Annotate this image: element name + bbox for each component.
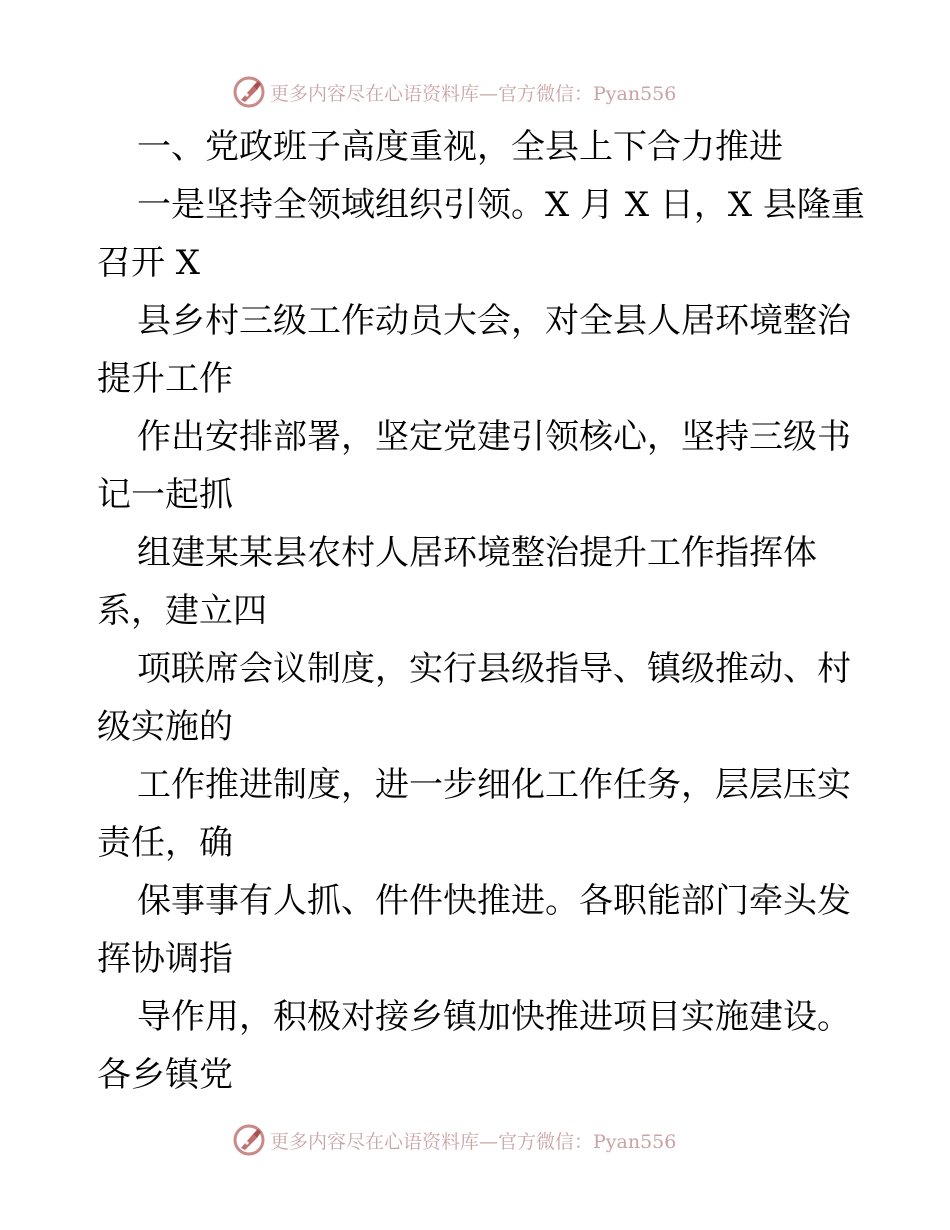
watermark-text: 更多内容尽在心语资料库—官方微信：Pyan556 xyxy=(270,1130,677,1153)
text-line: 组建某某县农村人居环境整治提升工作指挥体 xyxy=(137,533,817,573)
text-line: 级实施的 xyxy=(97,707,233,747)
text-line: 保事事有人抓、件件快推进。各职能部门牵头发 xyxy=(137,881,851,921)
text-line: 各乡镇党 xyxy=(97,1055,233,1095)
text-line: 作出安排部署，坚定党建引领核心，坚持三级书 xyxy=(137,417,851,457)
pen-nib-logo-icon xyxy=(232,1123,266,1157)
footer-watermark xyxy=(232,1120,676,1160)
text-line: 导作用，积极对接乡镇加快推进项目实施建设。 xyxy=(137,997,851,1037)
text-line: 项联席会议制度，实行县级指导、镇级推动、村 xyxy=(137,649,851,689)
heading-line: 一、党政班子高度重视，全县上下合力推进 xyxy=(137,127,783,167)
text-line: 记一起抓 xyxy=(97,475,233,515)
text-line: 召开 X xyxy=(97,243,201,283)
text-line: 提升工作 xyxy=(97,359,233,399)
pen-nib-logo-icon xyxy=(232,75,266,109)
text-line: 县乡村三级工作动员大会，对全县人居环境整治 xyxy=(137,301,851,341)
text-line: 责任，确 xyxy=(97,823,233,863)
text-line: 挥协调指 xyxy=(97,939,233,979)
watermark-text: 更多内容尽在心语资料库—官方微信：Pyan556 xyxy=(270,82,677,105)
text-line: 一是坚持全领域组织引领。X 月 X 日，X 县隆重 xyxy=(137,185,865,225)
text-line: 工作推进制度，进一步细化工作任务，层层压实 xyxy=(137,765,851,805)
text-line: 系，建立四 xyxy=(97,591,267,631)
header-watermark xyxy=(232,72,676,112)
